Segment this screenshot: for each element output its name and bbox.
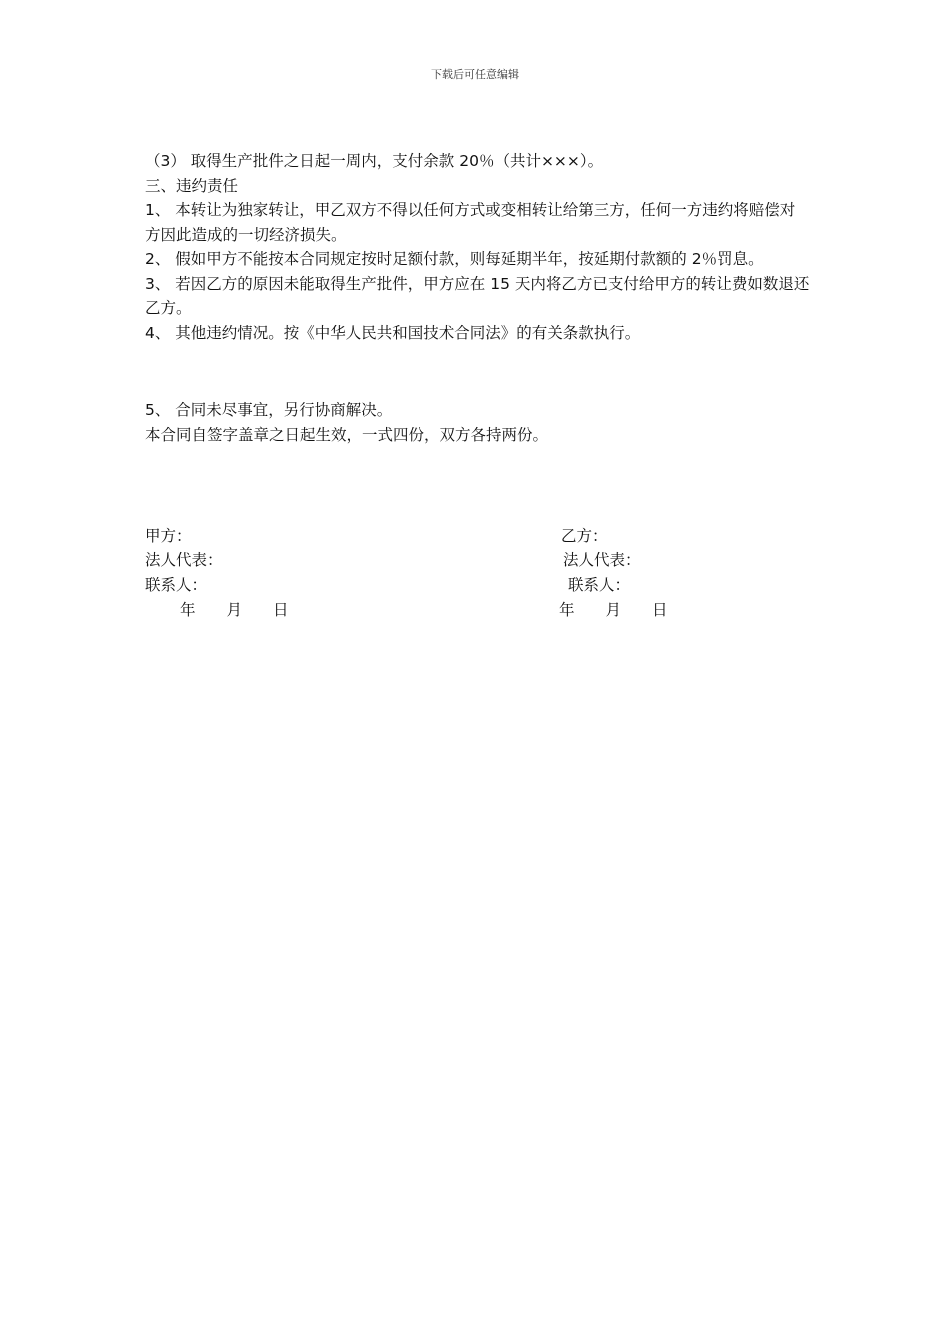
party-b-label: 乙方：	[561, 527, 608, 545]
party-b-date: 年 月 日	[559, 601, 668, 619]
contract-clauses-bottom	[145, 398, 810, 447]
clause-liability-2: 2、 假如甲方不能按本合同规定按时足额付款，则每延期半年，按延期付款额的 2％罚息。	[145, 250, 764, 268]
clause-liability-1: 1、 本转让为独家转让，甲乙双方不得以任何方式或变相转让给第三方，任何一方违约将赔偿对方因此造成的一切经济损失。	[145, 201, 796, 244]
party-a-contact: 联系人：	[145, 576, 208, 594]
party-b-contact: 联系人：	[568, 576, 631, 594]
clause-liability-3: 3、 若因乙方的原因未能取得生产批件，甲方应在 15 天内将乙方已支付给甲方的转让费如数退还乙方。	[145, 274, 810, 317]
party-a-legal-rep: 法人代表：	[145, 551, 223, 569]
party-a-date: 年 月 日	[180, 601, 289, 619]
header-note: 下载后可任意编辑	[431, 68, 519, 81]
party-b-legal-rep: 法人代表：	[563, 551, 641, 569]
contract-clauses-top	[145, 149, 810, 345]
clause-payment-3: （3） 取得生产批件之日起一周内，支付余款 20％（共计×××）。	[145, 152, 604, 170]
party-a-label: 甲方：	[145, 527, 192, 545]
clause-5: 5、 合同未尽事宜，另行协商解决。	[145, 401, 393, 419]
clause-effective: 本合同自签字盖章之日起生效，一式四份，双方各持两份。	[145, 425, 549, 444]
clause-liability-4: 4、 其他违约情况。按《中华人民共和国技术合同法》的有关条款执行。	[145, 323, 641, 342]
section-heading-liability: 三、违约责任	[145, 176, 239, 195]
